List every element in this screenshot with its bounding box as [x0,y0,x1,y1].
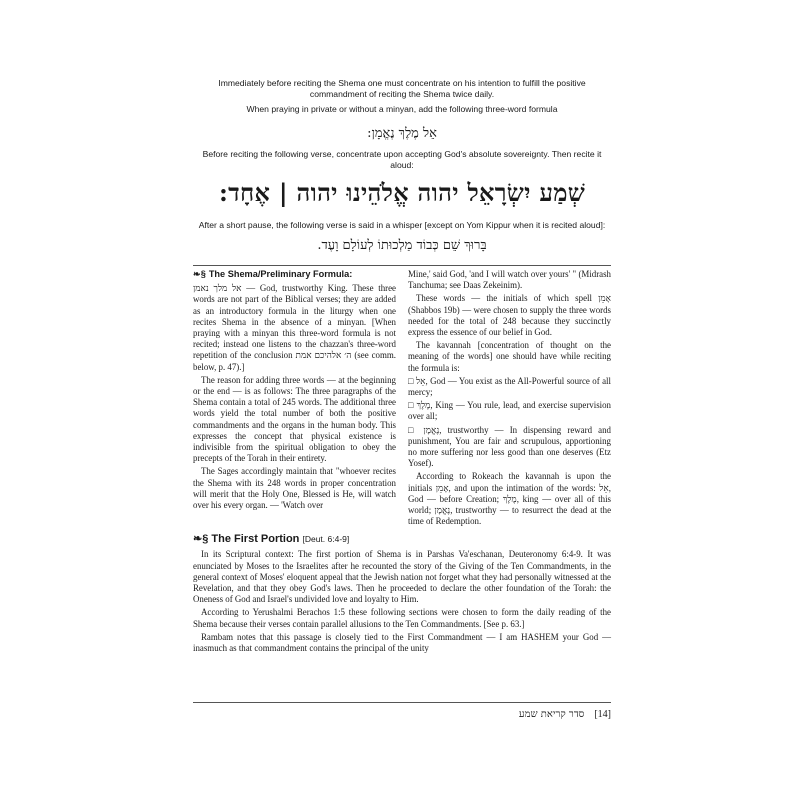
commentary-paragraph: אל מלך נאמן — God, trustworthy King. These three words are not part of the Biblical verses; they are added as an introductory formula in the liturgy when one recites Shema in the absence of a minyan. [When praying with a minyan this three-word formula is not recited; instead one listens to the chazzan's three-word repetition of the conclusion ה׳ אלהיכם אמת (see comm. below, p. 47).] [193,283,396,372]
first-portion-section [193,532,611,654]
commentary-paragraph: The Sages accordingly maintain that "whoever recites the Shema with its 248 words in proper concentration will merit that the Holy One, Blessed is He, will watch over his every organ. — 'Watch over [193,466,396,511]
ornament-icon: ❧§ [193,533,209,546]
kavannah-item: □ אֵל, God — You exist as the All-Powerful source of all mercy; [408,375,611,398]
shema-intention-instruction: Immediately before reciting the Shema one must concentrate on his intention to fulfill the positive commandment of reciting the Shema twice daily. [218,78,586,99]
commentary-left-column [193,269,396,529]
first-portion-heading [193,532,611,545]
section-divider [193,265,611,266]
commentary-paragraph: Rambam notes that this passage is closely tied to the First Commandment — I am HASHEM your God — inasmuch as that commandment contains the principal of the unity [193,631,611,654]
commentary-paragraph: According to Yerushalmi Berachos 1:5 these following sections were chosen to form the daily reading of the Shema because their verses contain parallel allusions to the Ten Commandments. [See p. 63.] [193,607,611,629]
heading-text: The Shema/Preliminary Formula: [208,269,353,279]
commentary-right-column [408,269,611,529]
commentary-paragraph: In its Scriptural context: The first portion of Shema is in Parshas Va'eschanan, Deuteronomy 6:4-9. It was enunciated by Moses to the Israelites after he recounted the story of the Giving of the Ten Commandments, in the general context of Moses' eloquent appeal that the Jewish nation not forget what they had personally witnessed at the Revelation, and that they obey God's laws. Then he proceeded to declare the other foundation of the Torah: the Oneness of God and Israel's undivided love and loyalty to Him. [193,549,611,605]
commentary-paragraph: Mine,' said God, 'and I will watch over yours' " (Midrash Tanchuma; see Daas Zekeinim). [408,269,611,291]
three-word-formula: אֵל מֶלֶךְ נֶאֱמָן: [367,126,437,141]
commentary-columns [193,269,611,529]
kavannah-item: □ מֶלֶךְ, King — You rule, lead, and exercise supervision over all; [408,400,611,422]
heading-text: The First Portion [211,533,300,546]
footer-divider [193,702,611,703]
first-portion-body [193,549,611,654]
footer-title: סדר קריאת שמע [518,709,585,720]
kavannah-item: □ נֶאֱמָן, trustworthy — In dispensing reward and punishment, You are fair and scrupulous, apportioning no more suffering nor less good than one deserves (Etz Yosef). [408,424,611,469]
verse-reference: [Deut. 6:4-9] [302,534,350,545]
ornament-icon: ❧§ [193,269,206,279]
commentary-paragraph: According to Rokeach the kavannah is upon the initials אָמֵן, and upon the intimation of the words: אֵל, God — before Creation; מֶלֶךְ, king — over all of this world; נֶאֱמָן, trustworthy — to resurrect the dead at the time of Redemption. [408,471,612,527]
minyan-instruction: When praying in private or without a minyan, add the following three-word formula [246,104,558,114]
commentary-paragraph: The reason for adding three words — at the beginning or the end — is as follows: The three paragraphs of the Shema contain a total of 245 words. The additional three words yield the total number of both the positive commandments and the organs in the human body. This expresses the concept that physical existence is indivisible from the spiritual obligation to obey the precepts of the Torah in their entirety. [193,374,396,464]
whisper-instruction: After a short pause, the following verse is said in a whisper [except on Yom Kippur when it is recited aloud]: [198,220,606,230]
preliminary-formula-heading [193,269,396,280]
sovereignty-instruction: Before reciting the following verse, concentrate upon accepting God's absolute sovereignty. Then recite it aloud: [202,149,602,170]
baruch-shem-verse: בָּרוּךְ שֵׁם כְּבוֹד מַלְכוּתוֹ לְעוֹלָם וָעֶד. [317,238,487,253]
page-footer [519,709,611,720]
prayer-book-page [193,74,611,742]
page-number: [14] [594,709,611,720]
commentary-paragraph: These words — the initials of which spell אָמֵן (Shabbos 19b) — were chosen to supply the three words needed for the total of 248 because they succinctly express the essence of our belief in God. [408,293,611,338]
shema-verse: שְׁמַע יִשְׂרָאֵל יהוה אֱלֹהֵינוּ יהוה | אֶחָד: [218,178,586,207]
commentary-paragraph: The kavannah [concentration of thought on the meaning of the words] one should have while reciting the formula is: [408,340,611,373]
